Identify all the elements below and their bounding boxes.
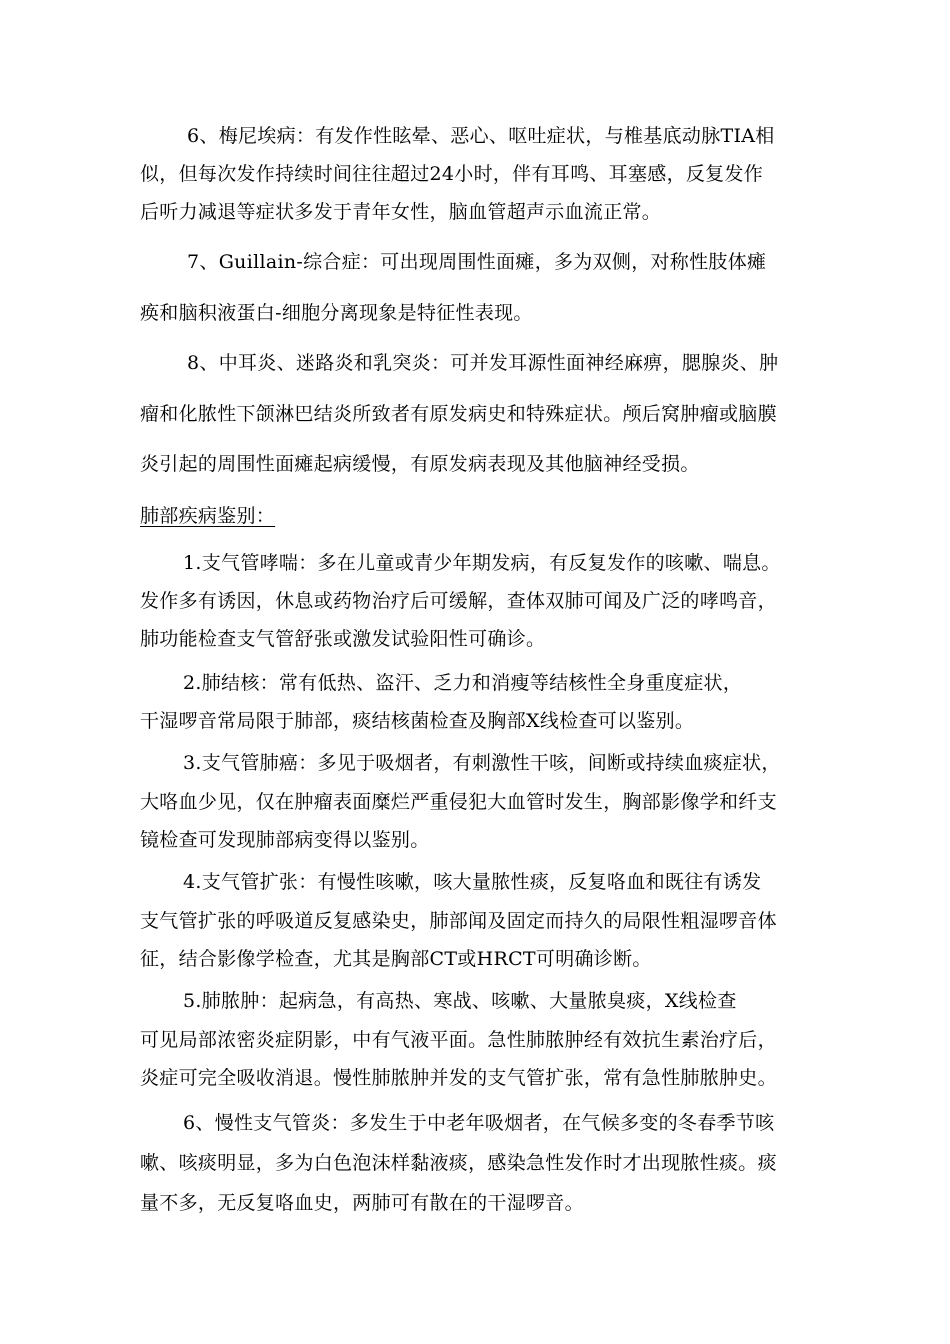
paragraph-lung-abscess-line-1: 5.肺脓肿：起病急，有高热、寒战、咳嗽、大量脓臭痰，X线检查 — [183, 990, 737, 1012]
paragraph-guillain-line-1: 7、Guillain-综合症：可出现周围性面瘫，多为双侧，对称性肢体瘫 — [187, 251, 767, 273]
paragraph-asthma-line-1: 1.支气管哮喘：多在儿童或青少年期发病，有反复发作的咳嗽、喘息。 — [183, 552, 781, 574]
paragraph-otitis-line-3: 炎引起的周围性面瘫起病缓慢，有原发病表现及其他脑神经受损。 — [140, 453, 700, 475]
paragraph-lung-cancer-line-1: 3.支气管肺癌：多见于吸烟者，有刺激性干咳，间断或持续血痰症状， — [183, 752, 781, 774]
paragraph-lung-abscess-line-2: 可见局部浓密炎症阴影，中有气液平面。急性肺脓肿经有效抗生素治疗后， — [140, 1029, 777, 1051]
paragraph-asthma-line-3: 肺功能检查支气管舒张或激发试验阳性可确诊。 — [140, 628, 546, 650]
paragraph-otitis-line-1: 8、中耳炎、迷路炎和乳突炎：可并发耳源性面神经麻痹，腮腺炎、肿 — [187, 352, 779, 374]
paragraph-meniere-line-1: 6、梅尼埃病：有发作性眩晕、恶心、呕吐症状，与椎基底动脉TIA相 — [187, 125, 775, 147]
paragraph-bronchiectasis-line-1: 4.支气管扩张：有慢性咳嗽，咳大量脓性痰，反复咯血和既往有诱发 — [183, 871, 762, 893]
paragraph-meniere-line-3: 后听力减退等症状多发于青年女性，脑血管超声示血流正常。 — [140, 201, 662, 223]
paragraph-guillain-line-2: 痪和脑积液蛋白-细胞分离现象是特征性表现。 — [140, 302, 533, 324]
paragraph-bronchiectasis-line-3: 征，结合影像学检查，尤其是胸部CT或HRCT可明确诊断。 — [140, 948, 652, 970]
paragraph-lung-cancer-line-3: 镜检查可发现肺部病变得以鉴别。 — [140, 829, 430, 851]
paragraph-tb-line-2: 干湿啰音常局限于肺部，痰结核菌检查及胸部X线检查可以鉴别。 — [140, 710, 695, 732]
paragraph-asthma-line-2: 发作多有诱因，休息或药物治疗后可缓解，查体双肺可闻及广泛的哮鸣音， — [140, 590, 777, 612]
paragraph-tb-line-1: 2.肺结核：常有低热、盗汗、乏力和消瘦等结核性全身重度症状， — [183, 672, 743, 694]
paragraph-chronic-bronchitis-line-3: 量不多，无反复咯血史，两肺可有散在的干湿啰音。 — [140, 1192, 584, 1214]
section-heading-lung: 肺部疾病鉴别： — [140, 505, 276, 527]
paragraph-bronchiectasis-line-2: 支气管扩张的呼吸道反复感染史，肺部闻及固定而持久的局限性粗湿啰音体 — [140, 910, 777, 932]
paragraph-lung-abscess-line-3: 炎症可完全吸收消退。慢性肺脓肿并发的支气管扩张，常有急性肺脓肿史。 — [140, 1067, 777, 1089]
paragraph-otitis-line-2: 瘤和化脓性下颌淋巴结炎所致者有原发病史和特殊症状。颅后窝肿瘤或脑膜 — [140, 403, 777, 425]
paragraph-meniere-line-2: 似，但每次发作持续时间往往超过24小时，伴有耳鸣、耳塞感，反复发作 — [140, 163, 764, 185]
paragraph-chronic-bronchitis-line-2: 嗽、咳痰明显，多为白色泡沫样黏液痰，感染急性发作时才出现脓性痰。痰 — [140, 1152, 777, 1174]
paragraph-chronic-bronchitis-line-1: 6、慢性支气管炎：多发生于中老年吸烟者，在气候多变的冬春季节咳 — [183, 1112, 775, 1134]
paragraph-lung-cancer-line-2: 大咯血少见，仅在肿瘤表面糜烂严重侵犯大血管时发生，胸部影像学和纤支 — [140, 791, 777, 813]
